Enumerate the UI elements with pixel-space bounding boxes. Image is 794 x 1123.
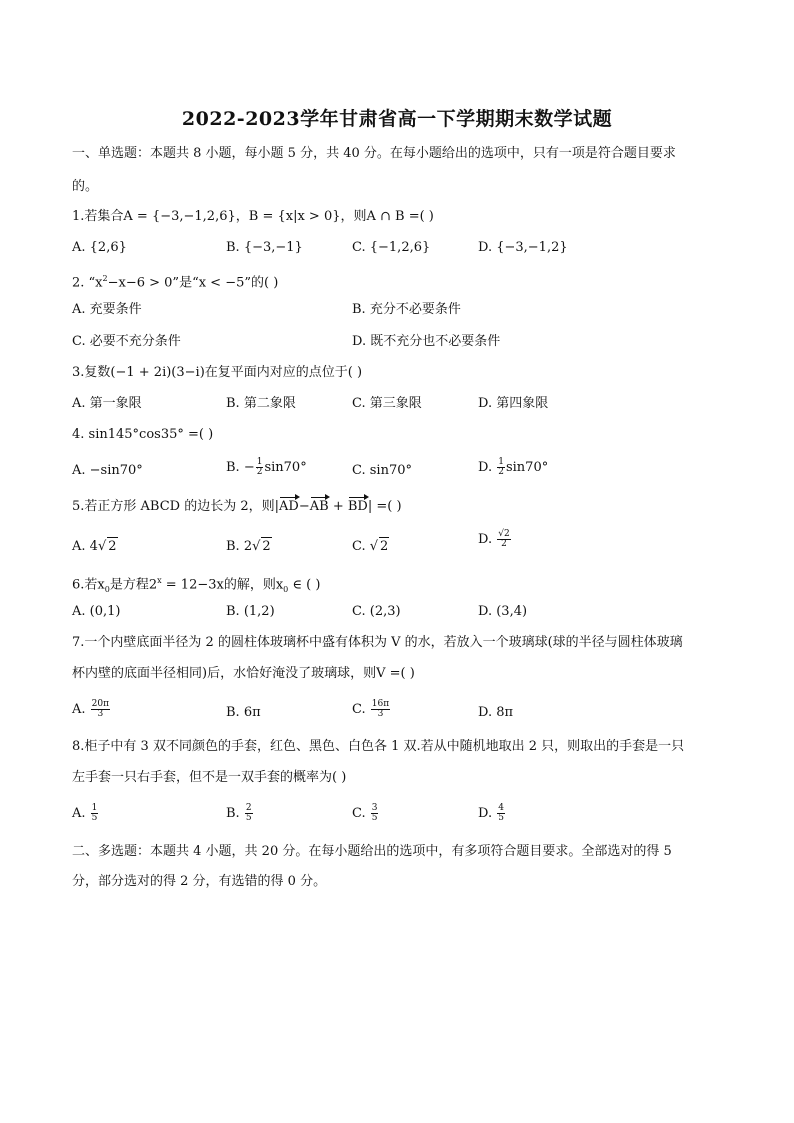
q7-a-fraction [91,700,110,719]
fraction-numerator: 3 [371,803,378,813]
q4-d-suffix: sin70° [505,460,549,475]
q3-option-d: D. 第四象限 [478,396,549,411]
q5-b-prefix: B. 2 [226,539,253,554]
q8-d-prefix: D. [478,806,497,821]
q5-plus: + [328,499,348,514]
q1-option-d: D. {−3,−1,2} [478,240,568,255]
q5-text-pre: 5.若正方形 ABCD 的边长为 2，则| [72,499,280,514]
fraction-numerator: √2 [498,529,510,539]
fraction-numerator: 1 [91,803,98,813]
q6-text-mid: 是方程2 [109,577,158,593]
section2-instructions-cont: 分，部分选对的得 2 分，有选错的得 0 分。 [72,874,327,889]
q5-c-prefix: C. [352,539,370,554]
q6-text-mid2: = 12−3x的解，则x [161,577,284,593]
q5-d-fraction [497,530,510,549]
q7-a-prefix: A. [72,702,90,717]
q8-b-fraction [245,804,253,823]
q5-text-post: | =( ) [367,499,402,514]
question-8-cont: 左手套一只右手套，但不是一双手套的概率为( ) [72,770,347,785]
q8-option-c [352,804,379,823]
q6-option-c: C. (2,3) [352,604,401,619]
q5-option-d [478,530,512,549]
q2-exponent: 2 [102,274,108,283]
question-1: 1.若集合A = {−3,−1,2,6}，B = {x|x > 0}，则A ∩ B =( ) [72,209,434,224]
fraction-denominator: 5 [91,813,98,823]
question-6 [72,572,320,599]
q5-a-prefix: A. 4 [72,539,98,554]
q8-option-d [478,804,506,823]
q7-option-d: D. 8π [478,705,514,720]
fraction-numerator: 1 [498,457,504,467]
fraction-numerator: 16π [371,699,390,709]
vector-bd: BD [347,499,368,514]
q3-option-c: C. 第三象限 [352,396,422,411]
q2-option-b: B. 充分不必要条件 [352,302,461,317]
radicand: 2 [380,539,389,554]
section2-instructions: 二、多选题：本题共 4 小题，共 20 分。在每小题给出的选项中，有多项符合题目要求。全部选对的得 5 [72,844,672,859]
q6-exponent: x [157,576,162,585]
q8-option-b [226,804,254,823]
q8-b-prefix: B. [226,806,244,821]
q4-d-fraction [497,458,505,477]
fraction-denominator: 5 [245,813,252,823]
fraction-numerator: 4 [498,803,504,813]
q7-c-prefix: C. [352,702,370,717]
question-8: 8.柜子中有 3 双不同颜色的手套，红色、黑色、白色各 1 双.若从中随机地取出 2 只，则取出的手套是一只 [72,739,685,754]
fraction-denominator: 2 [256,467,263,477]
fraction-denominator: 5 [371,813,378,823]
q8-c-prefix: C. [352,806,370,821]
question-7-cont: 杯内壁的底面半径相同)后，水恰好淹没了玻璃球，则V =( ) [72,666,415,681]
fraction-numerator: 20π [91,699,110,709]
q2-option-a: A. 充要条件 [72,302,142,317]
vector-ab: AB [309,499,329,514]
q7-option-a [72,700,111,719]
q6-option-b: B. (1,2) [226,604,275,619]
q3-option-a: A. 第一象限 [72,396,142,411]
q8-option-a [72,804,99,823]
page-title: 2022-2023学年甘肃省高一下学期期末数学试题 [181,108,613,130]
q8-a-prefix: A. [72,806,90,821]
radicand: 2 [108,539,117,554]
q5-option-a: A. 4√ 2 [72,539,117,554]
q2-option-d: D. 既不充分也不必要条件 [352,334,501,349]
q7-option-c [352,700,391,719]
q1-option-b: B. {−3,−1} [226,240,303,255]
q6-text-pre: 6.若x [72,577,105,593]
q6-option-a: A. (0,1) [72,604,121,619]
question-4: 4. sin145°cos35° =( ) [72,427,214,442]
question-7: 7.一个内壁底面半径为 2 的圆柱体玻璃杯中盛有体积为 V 的水，若放入一个玻璃球(球的半径与圆柱体玻璃 [72,635,683,650]
q7-c-fraction [371,700,390,719]
fraction-denominator: 3 [97,709,104,719]
question-3: 3.复数(−1 + 2i)(3−i)在复平面内对应的点位于( ) [72,365,363,380]
q2-text-pre: 2. “x [72,275,103,291]
fraction-denominator: 2 [501,539,507,549]
q4-option-d [478,458,548,477]
question-5 [72,498,402,516]
q6-text-post: ∈ ( ) [288,577,321,593]
q6-option-d: D. (3,4) [478,604,528,619]
fraction-denominator: 5 [498,813,504,823]
q4-d-prefix: D. [478,460,497,475]
radicand: 2 [262,539,271,554]
fraction-numerator: 2 [245,803,252,813]
q2-text-post: −x−6 > 0”是“x < −5”的( ) [107,275,279,291]
q2-option-c: C. 必要不充分条件 [72,334,181,349]
q1-option-a: A. {2,6} [72,240,127,255]
q8-a-fraction [91,804,99,823]
q3-option-b: B. 第二象限 [226,396,296,411]
q4-b-suffix: sin70° [264,460,307,475]
q4-b-fraction [256,458,264,477]
question-2 [72,270,278,292]
fraction-denominator: 2 [498,467,504,477]
q4-b-prefix: B. − [226,460,255,475]
fraction-denominator: 3 [377,709,384,719]
q5-d-prefix: D. [478,532,497,547]
q6-subscript: 0 [104,584,110,594]
q5-option-b: B. 2√ 2 [226,539,271,554]
q4-option-b [226,458,307,477]
q4-option-a: A. −sin70° [72,463,143,478]
q6-subscript-2: 0 [283,584,289,594]
vector-ad: AD [279,499,299,514]
section1-instructions: 一、单选题：本题共 8 小题，每小题 5 分，共 40 分。在每小题给出的选项中，只有一项是符合题目要求 [72,146,676,161]
q1-option-c: C. {−1,2,6} [352,240,431,255]
q8-c-fraction [371,804,379,823]
q5-option-c: C. √ 2 [352,539,389,554]
q8-d-fraction [497,804,505,823]
section1-instructions-cont: 的。 [72,179,99,194]
q7-option-b: B. 6π [226,705,261,720]
q5-minus: − [298,499,310,514]
fraction-numerator: 1 [256,457,263,467]
q4-option-c: C. sin70° [352,463,412,478]
